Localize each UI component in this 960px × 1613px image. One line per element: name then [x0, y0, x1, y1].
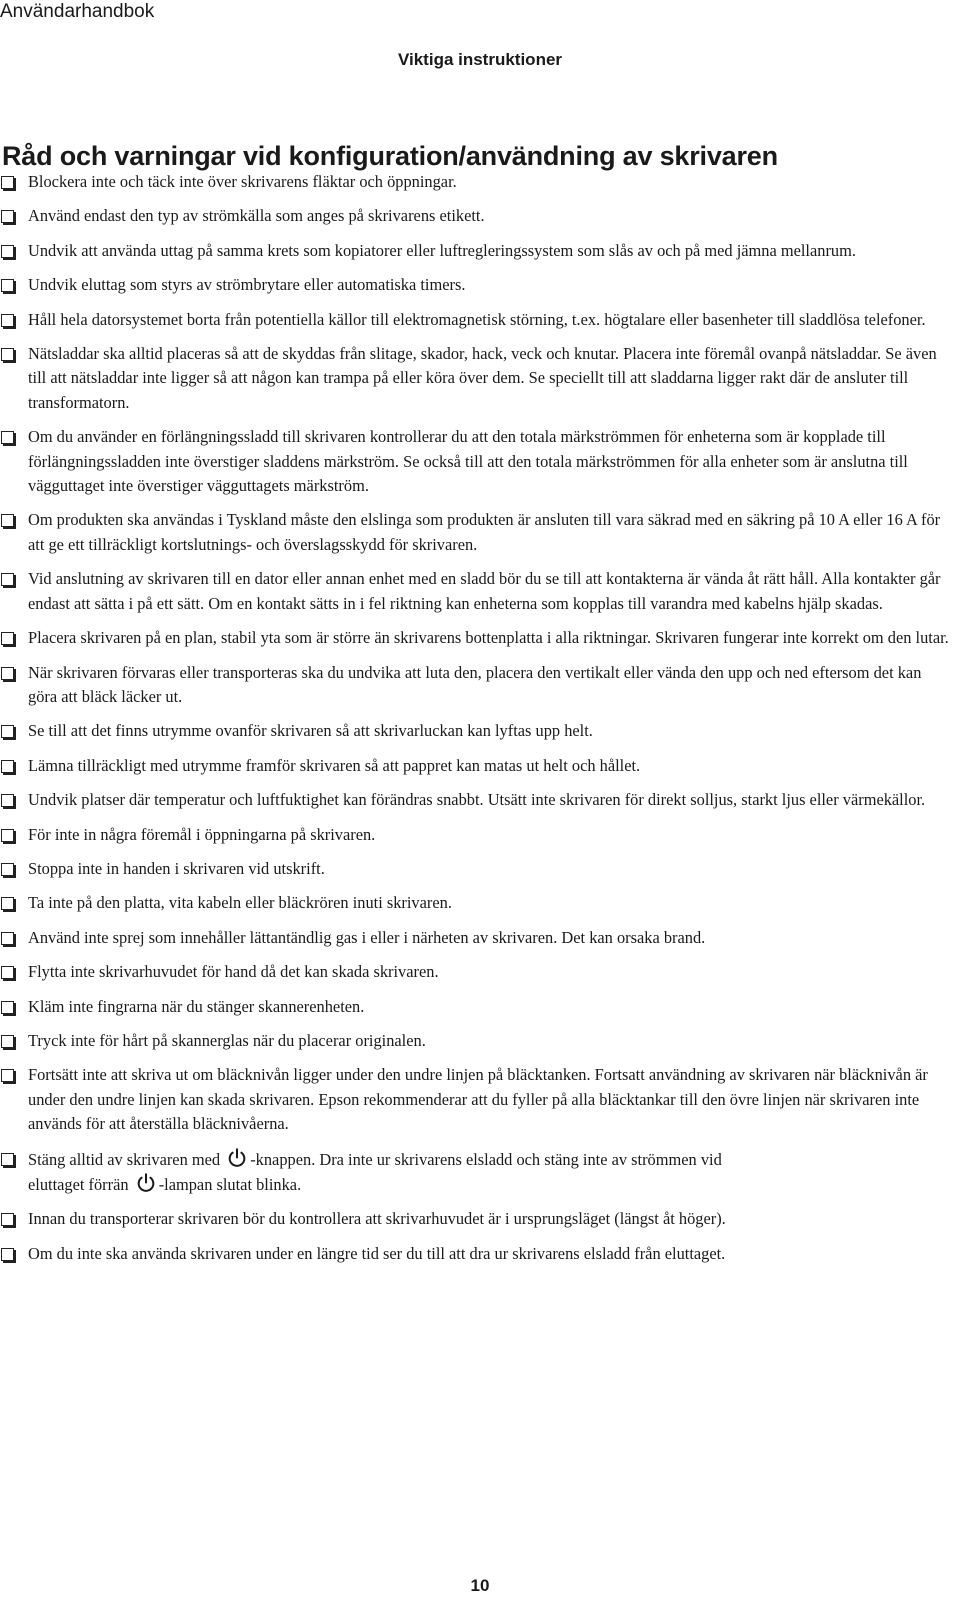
list-item — [0, 508, 950, 557]
list-item — [0, 1242, 950, 1266]
page-number: 10 — [470, 1576, 490, 1595]
list-item-text: Använd inte sprej som innehåller lättantändlig gas i eller i närheten av skrivaren. Det kan orsaka brand. — [28, 927, 706, 947]
list-item-text: Fortsätt inte att skriva ut om bläcknivån ligger under den undre linjen på bläcktanken. Fortsatt användning av skrivaren när bläcknivån är under den undre linjen kan skada skrivaren. Epson rekommenderar att du fyller på alla bläcktankar till den övre linjen när skrivaren inte används för att återställa bläcknivåerna. — [28, 1065, 928, 1134]
list-item — [0, 1063, 950, 1136]
list-item — [0, 567, 950, 616]
list-item-text: Se till att det finns utrymme ovanför skrivaren så att skrivarluckan kan lyftas upp helt. — [28, 721, 593, 741]
power-text-3: eluttaget förrän — [28, 1175, 129, 1194]
list-item — [0, 308, 950, 332]
list-item — [0, 170, 950, 194]
precautions-list — [0, 170, 950, 1276]
list-item — [0, 823, 950, 847]
list-item — [0, 239, 950, 263]
checkbox-bullet-icon — [1, 314, 14, 327]
list-item-text: Undvik att använda uttag på samma krets som kopiatorer eller luftregleringssystem som slås av och på med jämna mellanrum. — [28, 240, 856, 260]
checkbox-bullet-icon — [1, 573, 14, 586]
checkbox-bullet-icon — [1, 210, 14, 223]
power-text-1: Stäng alltid av skrivaren med — [28, 1149, 221, 1169]
manual-title: Användarhandbok — [0, 1, 155, 22]
list-item-text: Om du inte ska använda skrivaren under en längre tid ser du till att dra ur skrivarens elsladd från eluttaget. — [28, 1243, 726, 1263]
checkbox-bullet-icon — [1, 348, 14, 361]
checkbox-bullet-icon — [1, 863, 14, 876]
list-item-text: Stoppa inte in handen i skrivaren vid utskrift. — [28, 858, 325, 878]
checkbox-bullet-icon — [1, 176, 14, 189]
list-item — [0, 1207, 950, 1231]
list-item — [0, 719, 950, 743]
section-title: Viktiga instruktioner — [397, 50, 563, 69]
checkbox-bullet-icon — [1, 1001, 14, 1014]
list-item-text: Vid anslutning av skrivaren till en dator eller annan enhet med en sladd bör du se till att kontakterna är vända åt rätt håll. Alla kontakter går endast att sätta i på ett sätt. Om en kontakt sätts in i fel riktning kan enheterna som kopplas till varandra med kabelns hjälp skadas. — [28, 569, 941, 613]
power-icon — [135, 1172, 157, 1194]
checkbox-bullet-icon — [1, 245, 14, 258]
list-item-text: Undvik eluttag som styrs av strömbrytare eller automatiska timers. — [28, 275, 466, 295]
list-item-text: Använd endast den typ av strömkälla som anges på skrivarens etikett. — [28, 206, 485, 226]
checkbox-bullet-icon — [1, 794, 14, 807]
checkbox-bullet-icon — [1, 1248, 14, 1261]
list-item — [0, 926, 950, 950]
list-item — [0, 626, 950, 650]
list-item — [0, 273, 950, 297]
checkbox-bullet-icon — [1, 1153, 14, 1166]
checkbox-bullet-icon — [1, 829, 14, 842]
list-item-text: Håll hela datorsystemet borta från potentiella källor till elektromagnetisk störning, t.ex. högtalare eller basenheter till sladdlösa telefoner. — [28, 309, 926, 329]
list-item — [0, 204, 950, 228]
list-item — [0, 960, 950, 984]
list-item-text: Om produkten ska användas i Tyskland måste den elslinga som produkten är ansluten till vara säkrad med en säkring på 10 A eller 16 A för att ge ett tillräckligt kortslutnings- och överslagsskydd för skrivaren. — [28, 510, 941, 554]
power-icon — [226, 1147, 248, 1169]
list-item-text: Innan du transporterar skrivaren bör du kontrollera att skrivarhuvudet är i ursprungsläget (längst åt höger). — [28, 1209, 726, 1229]
checkbox-bullet-icon — [1, 760, 14, 773]
list-item-text: Nätsladdar ska alltid placeras så att de skyddas från slitage, skador, hack, veck och knutar. Placera inte föremål ovanpå nätsladdar. Se även till att nätsladdar inte ligger så att någon kan trampa på eller köra över dem. Se speciellt till att sladdarna ligger rakt där de ansluter till transformatorn. — [28, 344, 937, 412]
list-item-text: Tryck inte för hårt på skannerglas när du placerar originalen. — [28, 1030, 426, 1050]
checkbox-bullet-icon — [1, 431, 14, 444]
list-item — [0, 342, 950, 415]
checkbox-bullet-icon — [1, 1035, 14, 1048]
checkbox-bullet-icon — [1, 279, 14, 292]
checkbox-bullet-icon — [1, 1069, 14, 1082]
checkbox-bullet-icon — [1, 1213, 14, 1226]
checkbox-bullet-icon — [1, 632, 14, 645]
list-item-text: När skrivaren förvaras eller transporteras ska du undvika att luta den, placera den vertikalt eller vända den upp och ned eftersom det kan göra att bläck läcker ut. — [28, 662, 922, 706]
list-item — [0, 788, 950, 812]
list-item-text: Flytta inte skrivarhuvudet för hand då det kan skada skrivaren. — [28, 962, 439, 982]
checkbox-bullet-icon — [1, 966, 14, 979]
list-item-text: Lämna tillräckligt med utrymme framför skrivaren så att pappret kan matas ut helt och hållet. — [28, 755, 641, 775]
list-item — [0, 1029, 950, 1053]
list-item — [0, 857, 950, 881]
list-item-text: Placera skrivaren på en plan, stabil yta som är större än skrivarens bottenplatta i alla riktningar. Skrivaren fungerar inte korrekt om den lutar. — [28, 628, 949, 648]
checkbox-bullet-icon — [1, 897, 14, 910]
power-text-2: -knappen. Dra inte ur skrivarens elsladd och stäng inte av strömmen vid — [250, 1149, 722, 1169]
page-heading: Råd och varningar vid konfiguration/användning av skrivaren — [2, 141, 778, 171]
list-item-text: För inte in några föremål i öppningarna på skrivaren. — [28, 824, 376, 844]
list-item — [0, 891, 950, 915]
list-item-text: Undvik platser där temperatur och luftfuktighet kan förändras snabbt. Utsätt inte skrivaren för direkt solljus, starkt ljus eller värmekällor. — [28, 790, 926, 810]
list-item-text: Blockera inte och täck inte över skrivarens fläktar och öppningar. — [28, 172, 457, 191]
list-item — [0, 754, 950, 778]
list-item-text: Om du använder en förlängningssladd till skrivaren kontrollerar du att den totala märkströmmen för enheterna som är kopplade till förlängningssladden inte överstiger sladdens märkström. Se också till att den totala märkströmmen för alla enheter som är anslutna till vägguttaget inte överstiger vägguttagets märkström. — [28, 427, 908, 496]
checkbox-bullet-icon — [1, 667, 14, 680]
list-item — [0, 425, 950, 498]
checkbox-bullet-icon — [1, 725, 14, 738]
checkbox-bullet-icon — [1, 514, 14, 527]
power-text-4: -lampan slutat blinka. — [158, 1175, 302, 1194]
list-item-text: Kläm inte fingrarna när du stänger skannerenheten. — [28, 996, 365, 1016]
list-item — [0, 661, 950, 710]
checkbox-bullet-icon — [1, 932, 14, 945]
list-item-text: Ta inte på den platta, vita kabeln eller bläckrören inuti skrivaren. — [28, 893, 452, 913]
list-item-power — [0, 1147, 950, 1198]
list-item — [0, 995, 950, 1019]
